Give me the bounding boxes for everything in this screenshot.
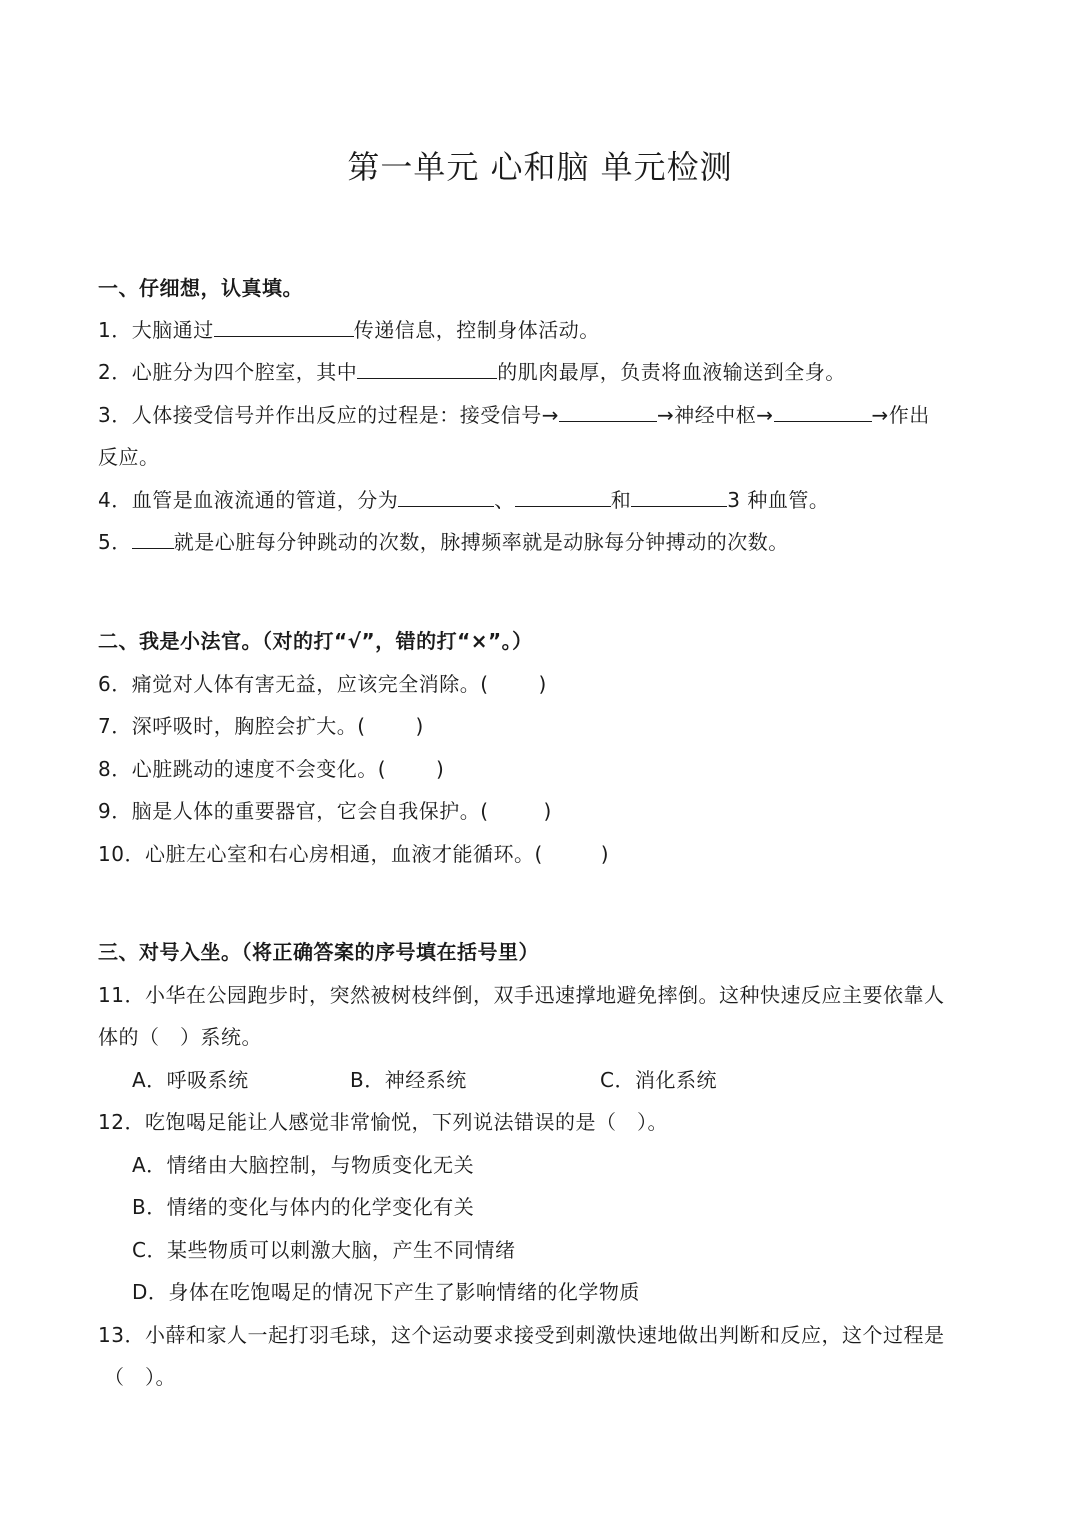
question-11-continuation: 体的（ ）系统。 [98, 1025, 262, 1049]
question-10: 10．心脏左心室和右心房相通，血液才能循环。( ) [98, 842, 610, 866]
answer-blank[interactable] [559, 401, 657, 422]
option-c[interactable]: C．消化系统 [600, 1068, 717, 1092]
question-5: 5． 就是心脏每分钟跳动的次数，脉搏频率就是动脉每分钟搏动的次数。 [98, 530, 789, 554]
question-7: 7．深呼吸时，胸腔会扩大。( ) [98, 714, 424, 738]
question-13: 13．小薛和家人一起打羽毛球，这个运动要求接受到刺激快速地做出判断和反应，这个过程是 [98, 1323, 945, 1347]
question-8: 8．心脏跳动的速度不会变化。( ) [98, 757, 445, 781]
section-2-heading: 二、我是小法官。（对的打“√”，错的打“×”。） [98, 629, 533, 653]
question-4: 4．血管是血液流通的管道，分为 、 和 3 种血管。 [98, 488, 830, 512]
answer-blank[interactable] [774, 401, 872, 422]
question-11: 11．小华在公园跑步时，突然被树枝绊倒，双手迅速撑地避免摔倒。这种快速反应主要依靠人 [98, 983, 945, 1007]
question-13-continuation: （ ）。 [104, 1365, 176, 1389]
option-c[interactable]: C．某些物质可以刺激大脑，产生不同情绪 [132, 1238, 516, 1262]
question-1: 1．大脑通过 传递信息，控制身体活动。 [98, 318, 600, 342]
option-a[interactable]: A．情绪由大脑控制，与物质变化无关 [132, 1153, 475, 1177]
page-title: 第一单元 心和脑 单元检测 [347, 148, 733, 186]
option-a[interactable]: A．呼吸系统 [132, 1068, 249, 1092]
section-3-heading: 三、对号入坐。（将正确答案的序号填在括号里） [98, 940, 539, 964]
question-3: 3．人体接受信号并作出反应的过程是：接受信号→ →神经中枢→ →作出 [98, 403, 930, 427]
section-1-heading: 一、仔细想，认真填。 [98, 276, 303, 300]
answer-blank[interactable] [631, 486, 727, 507]
question-12: 12．吃饱喝足能让人感觉非常愉悦，下列说法错误的是（ ）。 [98, 1110, 668, 1134]
question-3-continuation: 反应。 [98, 445, 160, 469]
option-b[interactable]: B．神经系统 [350, 1068, 467, 1092]
answer-blank[interactable] [132, 528, 174, 549]
answer-blank[interactable] [515, 486, 611, 507]
answer-blank[interactable] [214, 316, 354, 337]
answer-blank[interactable] [357, 358, 497, 379]
question-2: 2．心脏分为四个腔室，其中 的肌肉最厚，负责将血液输送到全身。 [98, 360, 846, 384]
answer-blank[interactable] [398, 486, 494, 507]
question-9: 9．脑是人体的重要器官，它会自我保护。( ) [98, 799, 552, 823]
option-b[interactable]: B．情绪的变化与体内的化学变化有关 [132, 1195, 475, 1219]
option-d[interactable]: D．身体在吃饱喝足的情况下产生了影响情绪的化学物质 [132, 1280, 640, 1304]
question-6: 6．痛觉对人体有害无益，应该完全消除。( ) [98, 672, 547, 696]
